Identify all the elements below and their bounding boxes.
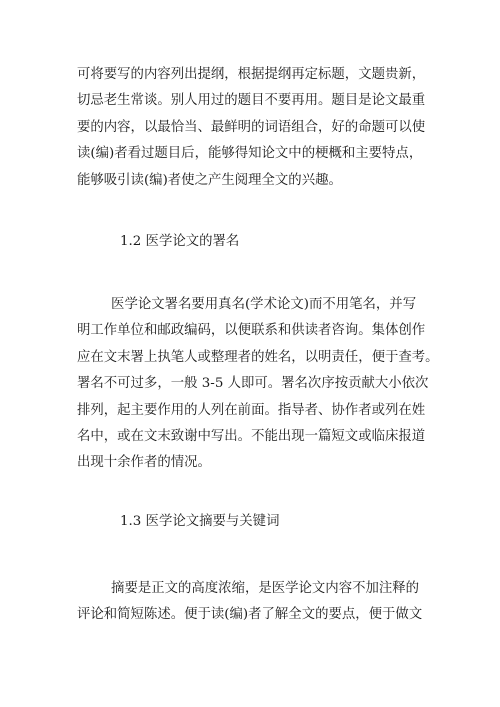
- text-line: 切忌老生常谈。别人用过的题目不要再用。题目是论文最重: [77, 93, 426, 109]
- text-line: 医学论文署名要用真名(学术论文)而不用笔名，并写: [77, 297, 417, 312]
- paragraph-author-signature: [77, 292, 437, 477]
- text-line: 出现十余作者的情况。: [77, 455, 211, 471]
- paragraph-title-guidance: [77, 62, 437, 194]
- section-heading-1-2: 1.2 医学论文的署名: [120, 234, 240, 249]
- text-line: 摘要是正文的高度浓缩，是医学论文内容不加注释的: [77, 581, 420, 596]
- text-line: 名中，或在文末致谢中写出。不能出现一篇短文或临床报道: [77, 429, 426, 445]
- paragraph-abstract: [77, 576, 437, 629]
- text-line: 可将要写的内容列出提纲，根据提纲再定标题，文题贵新，: [77, 67, 426, 82]
- text-line: 能够吸引读(编)者使之产生阅理全文的兴趣。: [77, 172, 342, 188]
- text-line: 要的内容，以最恰当、最鲜明的词语组合，好的命题可以使: [77, 119, 426, 135]
- text-line: 署名不可过多，一般 3-5 人即可。署名次序按贡献大小依次: [77, 376, 429, 392]
- text-line: 应在文末署上执笔人或整理者的姓名，以明责任，便于查考。: [77, 349, 439, 365]
- text-line: 读(编)者看过题目后，能够得知论文中的梗概和主要特点，: [77, 146, 423, 162]
- text-line: 评论和简短陈述。便于读(编)者了解全文的要点，便于做文: [77, 607, 423, 623]
- section-heading-1-3: 1.3 医学论文摘要与关键词: [120, 514, 280, 529]
- text-line: 明工作单位和邮政编码，以便联系和供读者咨询。集体创作: [77, 323, 426, 339]
- text-line: 排列，起主要作用的人列在前面。指导者、协作者或列在姓: [77, 402, 426, 418]
